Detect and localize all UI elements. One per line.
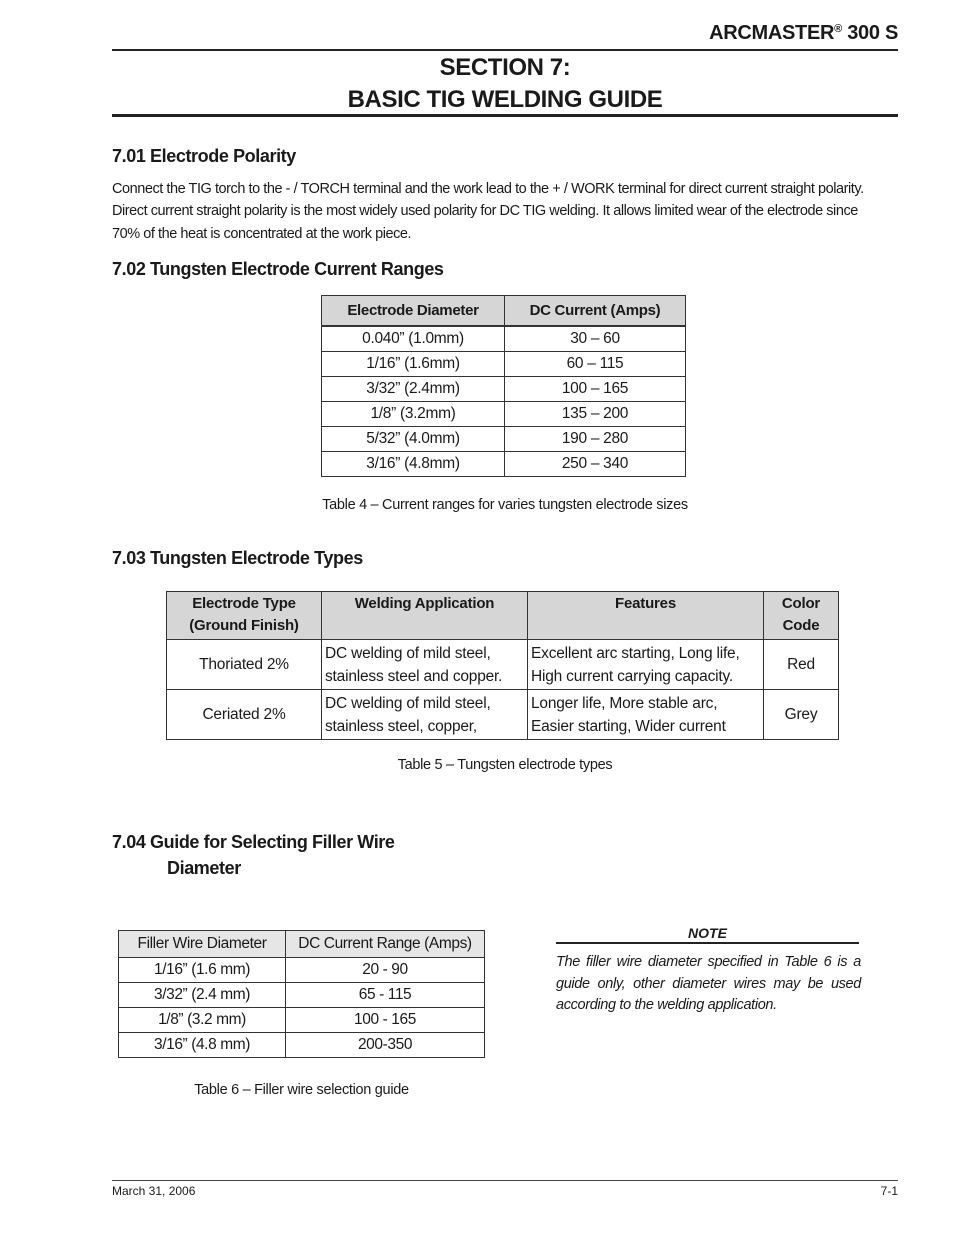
table-cell: DC welding of mild steel, stainless steel and copper. (322, 640, 528, 690)
table-cell: 190 – 280 (505, 427, 686, 452)
table-cell: 1/8” (3.2 mm) (119, 1008, 286, 1033)
section-title: SECTION 7: BASIC TIG WELDING GUIDE (347, 54, 663, 113)
table-cell: 250 – 340 (505, 452, 686, 477)
filler-wire-table (118, 930, 485, 1058)
footer-date: March 31, 2006 (112, 1184, 196, 1198)
table-cell: 1/16” (1.6 mm) (119, 958, 286, 983)
table-row (322, 402, 686, 427)
table-cell: DC welding of mild steel, stainless steel, copper, (322, 690, 528, 740)
table-row (322, 452, 686, 477)
table-cell: 3/16” (4.8 mm) (119, 1033, 286, 1058)
table-cell: 3/32” (2.4mm) (322, 377, 505, 402)
column-header: Features (528, 592, 764, 640)
table-cell: 60 – 115 (505, 352, 686, 377)
column-header: DC Current Range (Amps) (286, 931, 485, 958)
current-ranges-table (321, 295, 686, 477)
heading-7-04: 7.04 Guide for Selecting Filler Wire Diameter (112, 832, 395, 878)
table-cell: 3/16” (4.8mm) (322, 452, 505, 477)
table-header-row (119, 931, 485, 958)
note-label: NOTE (688, 925, 727, 941)
table-row (119, 983, 485, 1008)
header-rule (112, 49, 898, 51)
table-cell: 135 – 200 (505, 402, 686, 427)
footer-rule (112, 1180, 898, 1181)
table-row (119, 958, 485, 983)
column-header: Electrode Type (Ground Finish) (167, 592, 322, 640)
column-header: DC Current (Amps) (505, 296, 686, 327)
product-title: ARCMASTER® 300 S (709, 22, 898, 44)
table-6-caption: Table 6 – Filler wire selection guide (194, 1082, 409, 1098)
table-row (322, 427, 686, 452)
column-header: Electrode Diameter (322, 296, 505, 327)
table-cell: 3/32” (2.4 mm) (119, 983, 286, 1008)
table-5-caption: Table 5 – Tungsten electrode types (397, 757, 613, 773)
table-row (322, 352, 686, 377)
table-cell: Longer life, More stable arc, Easier starting, Wider current (528, 690, 764, 740)
heading-7-03: 7.03 Tungsten Electrode Types (112, 548, 363, 568)
table-cell: Ceriated 2% (167, 690, 322, 740)
table-cell: Red (764, 640, 839, 690)
page-number: 7-1 (880, 1184, 898, 1198)
table-cell: 65 - 115 (286, 983, 485, 1008)
table-row (167, 690, 839, 740)
table-row (167, 640, 839, 690)
table-cell: 1/8” (3.2mm) (322, 402, 505, 427)
note-text: The filler wire diameter specified in Table 6 is a guide only, other diameter wires may be used according to the welding application. (556, 954, 861, 1013)
table-header-row (322, 296, 686, 327)
table-cell: Excellent arc starting, Long life, High current carrying capacity. (528, 640, 764, 690)
column-header: Welding Application (322, 592, 528, 640)
table-row (322, 326, 686, 352)
table-4-caption: Table 4 – Current ranges for varies tungsten electrode sizes (322, 497, 688, 513)
table-cell: Thoriated 2% (167, 640, 322, 690)
electrode-types-table (166, 591, 839, 740)
table-cell: 100 - 165 (286, 1008, 485, 1033)
table-cell: 20 - 90 (286, 958, 485, 983)
heading-7-02: 7.02 Tungsten Electrode Current Ranges (112, 259, 444, 279)
table-row (322, 377, 686, 402)
table-row (119, 1008, 485, 1033)
table-cell: 30 – 60 (505, 326, 686, 352)
table-cell: 100 – 165 (505, 377, 686, 402)
column-header: Color Code (764, 592, 839, 640)
heading-7-01: 7.01 Electrode Polarity (112, 146, 296, 166)
table-cell: 0.040” (1.0mm) (322, 326, 505, 352)
column-header: Filler Wire Diameter (119, 931, 286, 958)
table-cell: 1/16” (1.6mm) (322, 352, 505, 377)
table-row (119, 1033, 485, 1058)
table-cell: 5/32” (4.0mm) (322, 427, 505, 452)
note-rule (556, 942, 859, 944)
polarity-paragraph: Connect the TIG torch to the - / TORCH terminal and the work lead to the + / WORK terminal for direct current straight polarity. Direct current straight polarity is the most widely used polarity for DC TIG welding. It allows limited wear of the electrode since 70% of the heat is concentrated at the work piece. (112, 181, 864, 242)
table-header-row (167, 592, 839, 640)
title-rule (112, 114, 898, 117)
table-cell: 200-350 (286, 1033, 485, 1058)
table-cell: Grey (764, 690, 839, 740)
